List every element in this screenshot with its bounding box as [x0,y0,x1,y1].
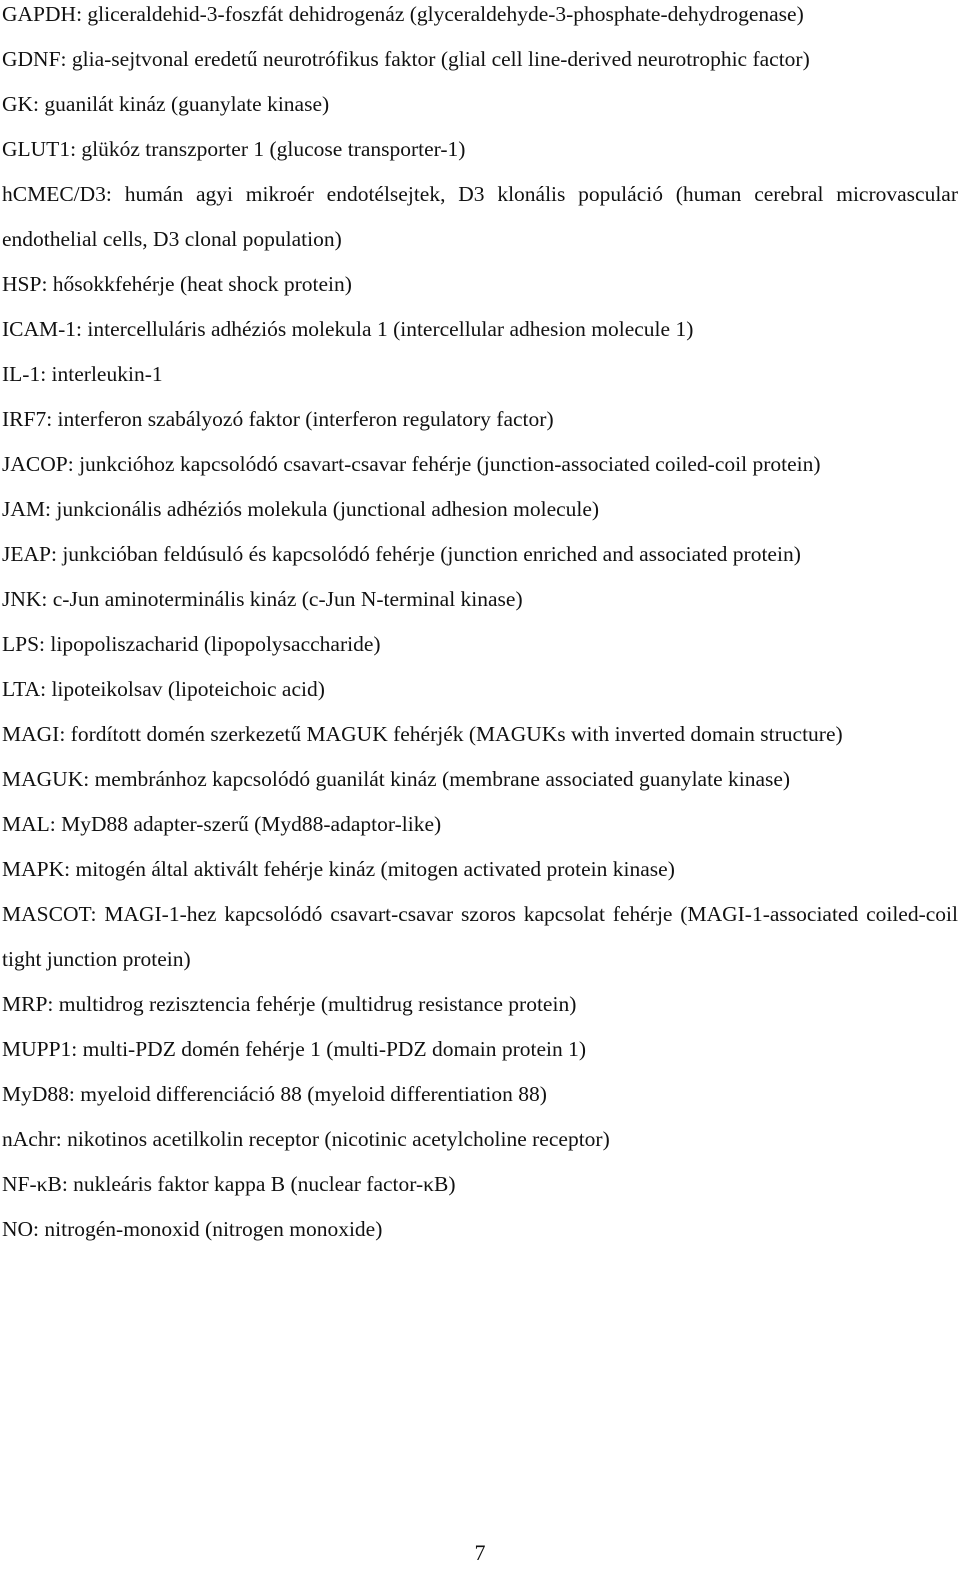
abbreviation-entry-gdnf: GDNF: glia-sejtvonal eredetű neurotrófikus faktor (glial cell line-derived neurotrophic factor) [2,47,810,71]
page-number: 7 [474,1540,486,1565]
abbreviation-entry-nf-kb: NF-κB: nukleáris faktor kappa B (nuclear factor-κB) [2,1172,456,1196]
abbreviation-entry-mupp1: MUPP1: multi-PDZ domén fehérje 1 (multi-PDZ domain protein 1) [2,1037,587,1061]
abbreviation-entry-mapk: MAPK: mitogén által aktivált fehérje kináz (mitogen activated protein kinase) [2,857,675,881]
abbreviation-entry-gapdh: GAPDH: gliceraldehid-3-foszfát dehidrogenáz (glyceraldehyde-3-phosphate-dehydrogenase) [2,2,804,26]
abbreviation-entry-mal: MAL: MyD88 adapter-szerű (Myd88-adaptor-like) [2,812,442,836]
abbreviation-entry-lps: LPS: lipopoliszacharid (lipopolysaccharide) [2,632,381,656]
abbreviation-entry-magi: MAGI: fordított domén szerkezetű MAGUK fehérjék (MAGUKs with inverted domain structure) [2,722,843,746]
abbreviation-entry-glut1: GLUT1: glükóz transzporter 1 (glucose transporter-1) [2,137,466,161]
abbreviation-entry-maguk: MAGUK: membránhoz kapcsolódó guanilát kináz (membrane associated guanylate kinase) [2,767,791,791]
abbreviation-entry-mascot: MASCOT: MAGI-1-hez kapcsolódó csavart-csavar szoros kapcsolat fehérje (MAGI-1-associated coiled-coil tight junction protein) [2,902,958,971]
abbreviation-entry-jeap: JEAP: junkcióban feldúsuló és kapcsolódó fehérje (junction enriched and associated protein) [2,542,801,566]
abbreviation-entry-jacop: JACOP: junkcióhoz kapcsolódó csavart-csavar fehérje (junction-associated coiled-coil protein) [2,452,821,476]
abbreviation-entry-hsp: HSP: hősokkfehérje (heat shock protein) [2,272,352,296]
abbreviation-entry-jnk: JNK: c-Jun aminoterminális kináz (c-Jun N-terminal kinase) [2,587,523,611]
abbreviation-entry-jam: JAM: junkcionális adhéziós molekula (junctional adhesion molecule) [2,497,600,521]
abbreviation-entry-myd88: MyD88: myeloid differenciáció 88 (myeloid differentiation 88) [2,1082,547,1106]
abbreviation-entry-lta: LTA: lipoteikolsav (lipoteichoic acid) [2,677,325,701]
abbreviation-entry-irf7: IRF7: interferon szabályozó faktor (interferon regulatory factor) [2,407,554,431]
abbreviation-entry-il-1: IL-1: interleukin-1 [2,362,163,386]
abbreviation-list [2,0,958,1252]
abbreviation-entry-mrp: MRP: multidrog rezisztencia fehérje (multidrug resistance protein) [2,992,577,1016]
abbreviation-entry-icam-1: ICAM-1: intercelluláris adhéziós molekula 1 (intercellular adhesion molecule 1) [2,317,694,341]
abbreviation-entry-nachr: nAchr: nikotinos acetilkolin receptor (nicotinic acetylcholine receptor) [2,1127,610,1151]
abbreviation-entry-hcmec-d3: hCMEC/D3: humán agyi mikroér endotélsejtek, D3 klonális populáció (human cerebral microvascular endothelial cells, D3 clonal population) [2,182,958,251]
abbreviation-entry-gk: GK: guanilát kináz (guanylate kinase) [2,92,330,116]
abbreviation-entry-no: NO: nitrogén-monoxid (nitrogen monoxide) [2,1217,383,1241]
